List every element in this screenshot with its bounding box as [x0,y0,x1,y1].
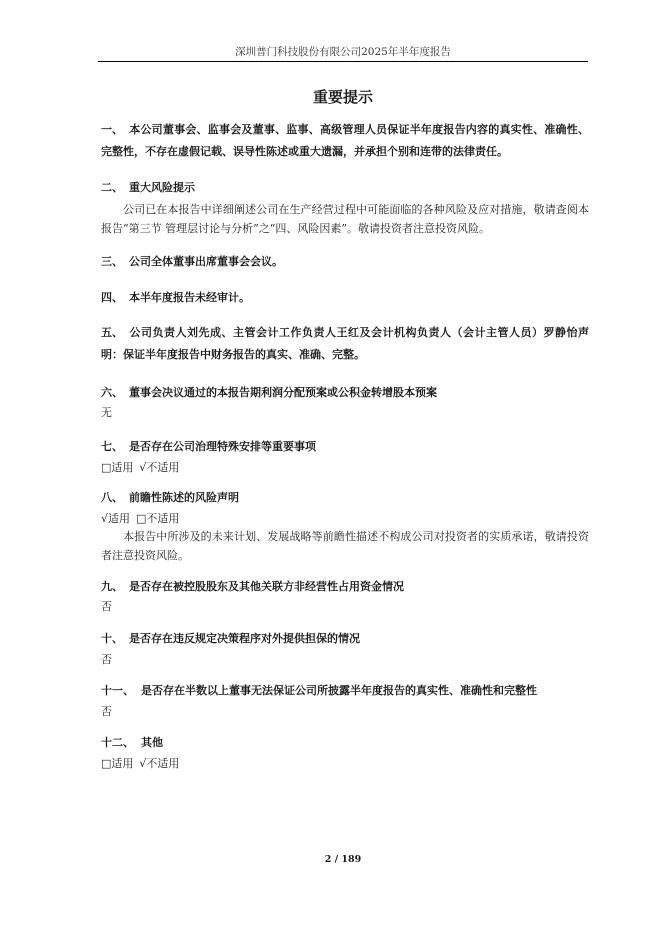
section-heading: 其他 [141,736,163,749]
section-5 [101,322,589,366]
section-heading: 前瞻性陈述的风险声明 [129,491,239,504]
section-8-options [101,510,179,528]
section-number: 十一、 [101,684,134,697]
section-2 [101,177,589,199]
option-applicable: □适用 [101,757,134,770]
section-number: 五、 [101,326,123,339]
option-not-applicable: √不适用 [139,757,180,770]
section-heading: 是否存在公司治理特殊安排等重要事项 [129,440,316,453]
option-not-applicable: □不适用 [136,512,180,525]
section-10-answer: 否 [101,653,112,666]
page-number: 2 / 189 [324,854,362,865]
section-9-answer: 否 [101,600,112,613]
section-11-answer: 否 [101,705,112,718]
section-heading: 本公司董事会、监事会及董事、监事、高级管理人员保证半年度报告内容的真实性、准确性、完整性，不存在虚假记载、误导性陈述或重大遗漏，并承担个别和连带的法律责任。 [101,123,589,158]
section-number: 八、 [101,491,123,504]
header-divider [98,61,588,62]
option-not-applicable: √不适用 [139,461,180,474]
section-heading: 公司全体董事出席董事会会议。 [129,255,283,268]
section-number: 七、 [101,440,123,453]
section-number: 六、 [101,386,123,399]
section-number: 九、 [101,580,123,593]
section-number: 四、 [101,291,123,304]
section-heading: 是否存在被控股股东及其他关联方非经营性占用资金情况 [129,580,404,593]
section-11 [101,680,589,702]
section-number: 一、 [101,123,123,136]
option-applicable: √适用 [101,512,131,525]
section-7-options [101,459,179,477]
page-title: 重要提示 [312,88,373,106]
section-number: 三、 [101,255,123,268]
section-heading: 重大风险提示 [129,181,195,194]
section-1 [101,119,589,163]
section-8-body: 本报告中所涉及的未来计划、发展战略等前瞻性描述不构成公司对投资者的实质承诺，敬请投资者注意投资风险。 [101,530,589,562]
section-heading: 董事会决议通过的本报告期利润分配预案或公积金转增股本预案 [129,386,437,399]
section-12 [101,732,589,754]
section-7 [101,436,589,458]
section-10 [101,628,589,650]
section-heading: 本半年度报告未经审计。 [129,291,250,304]
section-6-answer: 无 [101,406,112,419]
running-header: 深圳普门科技股份有限公司2025年半年度报告 [235,46,451,58]
option-applicable: □适用 [101,461,134,474]
section-heading: 是否存在半数以上董事无法保证公司所披露半年度报告的真实性、准确性和完整性 [141,684,537,697]
section-number: 二、 [101,181,123,194]
section-2-body: 公司已在本报告中详细阐述公司在生产经营过程中可能面临的各种风险及应对措施，敬请查阅本报告“第三节 管理层讨论与分析”之“四、风险因素”。敬请投资者注意投资风险。 [101,203,589,235]
section-6 [101,382,589,404]
section-8 [101,487,589,509]
section-number: 十二、 [101,736,134,749]
section-number: 十、 [101,632,123,645]
section-12-options [101,755,179,773]
section-3 [101,251,589,273]
section-4 [101,287,589,309]
section-heading: 公司负责人刘先成、主管会计工作负责人王红及会计机构负责人（会计主管人员）罗静怡声明：保证半年度报告中财务报告的真实、准确、完整。 [101,326,589,361]
section-9 [101,576,589,598]
section-heading: 是否存在违反规定决策程序对外提供担保的情况 [129,632,360,645]
